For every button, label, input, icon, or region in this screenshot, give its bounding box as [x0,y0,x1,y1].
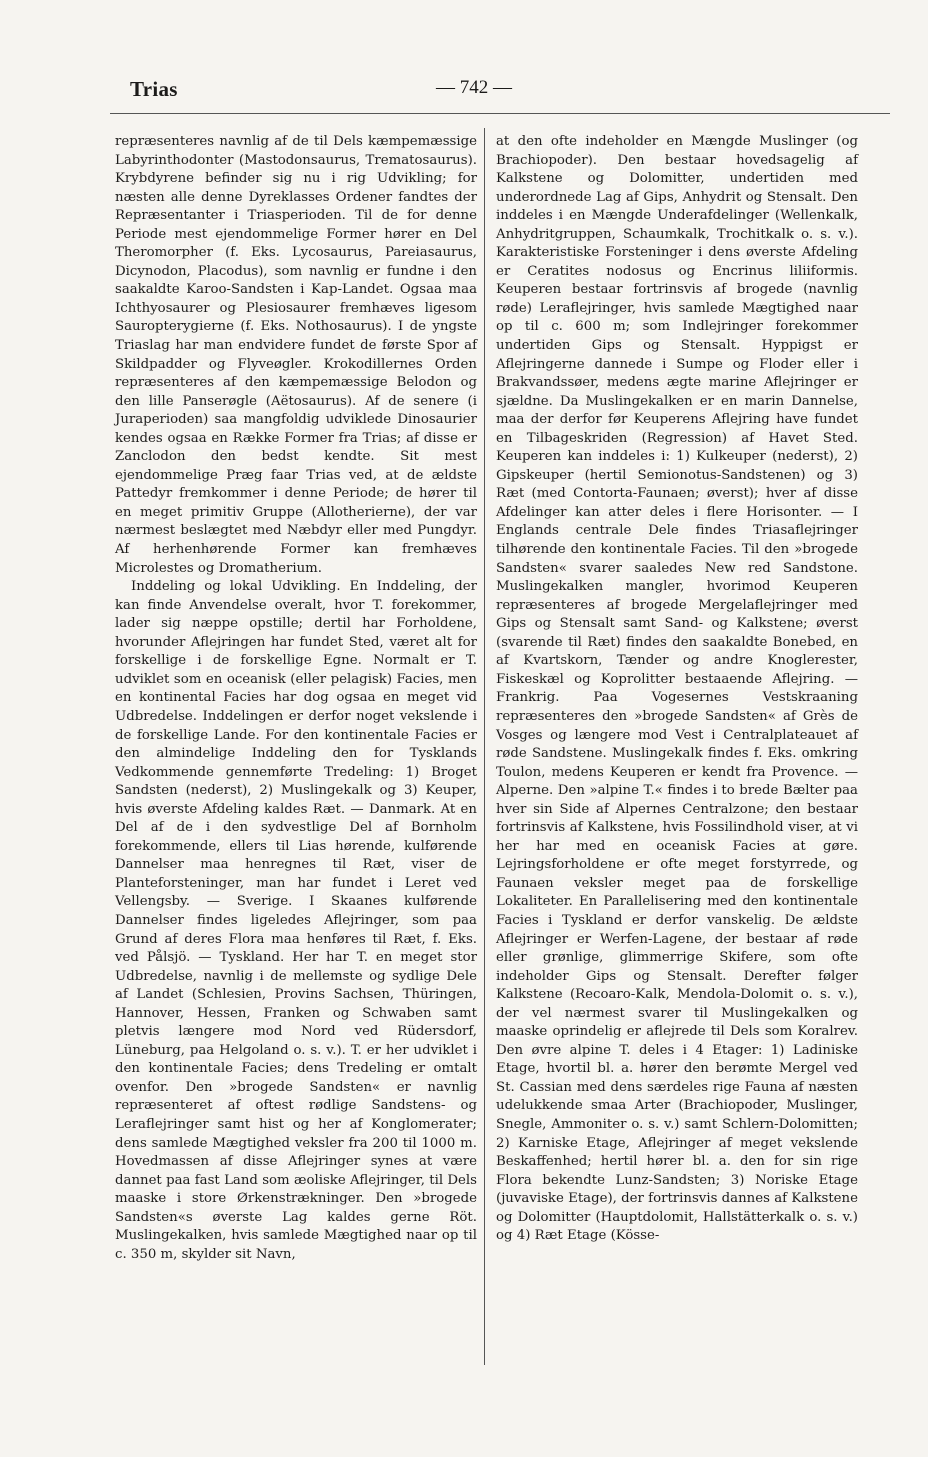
paragraph: Inddeling og lokal Udvikling. En Inddeling, der kan finde Anvendelse overalt, hvor T. forekommer, lader sig næppe opstille; dertil har Forholdene, hvorunder Aflejringen har fundet Sted, været alt for forskellige i de forskellige Egne. Normalt er T. udviklet som en oceanisk (eller pelagisk) Facies, men en kontinental Facies har dog ogsaa en meget vid Udbredelse. Inddelingen er derfor noget vekslende i de forskellige Lande. For den kontinentale Facies er den almindelige Inddeling den for Tysklands Vedkommende gennemførte Tredeling: 1) Broget Sandsten (nederst), 2) Muslingekalk og 3) Keuper, hvis øverste Afdeling kaldes Ræt. — Danmark. At en Del af de i den sydvestlige Del af Bornholm forekommende, ellers til Lias hørende, kulførende Dannelser maa henregnes til Ræt, viser de Planteforsteninger, man har fundet i Leret ved Vellengsby. — Sverige. I Skaanes kulførende Dannelser findes ligeledes Aflejringer, som paa Grund af deres Flora maa henføres til Ræt, f. Eks. ved Pålsjö. — Tyskland. Her har T. en meget stor Udbredelse, navnlig i de mellemste og sydlige Dele af Landet (Schlesien, Provins Sachsen, Thüringen, Hannover, Hessen, Franken og Schwaben samt pletvis længere mod Nord ved Rüdersdorf, Lüneburg, paa Helgoland o. s. v.). T. er her udviklet i den kontinentale Facies; dens Tredeling er omtalt ovenfor. Den »brogede Sandsten« er navnlig repræsenteret af oftest rødlige Sandstens- og Leraflejringer samt hist og her af Konglomerater; dens samlede Mægtighed veksler fra 200 til 1000 m. Hovedmassen af disse Aflejringer synes at være dannet paa fast Land som æoliske Aflejringer, til Dels maaske i store Ørkenstrækninger. Den »brogede Sandsten«s øverste Lag kaldes gerne Röt. Muslingekalken, hvis samlede Mægtighed naar op til c. 350 m, skylder sit Navn, [115,579,477,1262]
page-number: — 742 — [436,77,512,98]
left-column [115,133,477,1264]
section-title: Trias [130,77,178,101]
column-divider [484,128,485,1365]
paragraph: at den ofte indeholder en Mængde Muslinger (og Brachiopoder). Den bestaar hovedsagelig af Kalkstene og Dolomitter, undertiden med underordnede Lag af Gips, Anhydrit og Stensalt. Den inddeles i en Mængde Underafdelinger (Wellenkalk, Anhydritgruppen, Schaumkalk, Trochitkalk o. s. v.). Karakteristiske Forsteninger i dens øverste Afdeling er Ceratites nodosus og Encrinus liliiformis. Keuperen bestaar fortrinsvis af brogede (navnlig røde) Leraflejringer, hvis samlede Mægtighed naar op til c. 600 m; som Indlejringer forekommer undertiden Gips og Stensalt. Hyppigst er Aflejringerne dannede i Sumpe og Floder eller i Brakvandssøer, medens ægte marine Aflejringer er sjældne. Da Muslingekalken er en marin Dannelse, maa der derfor før Keuperens Aflejring have fundet en Tilbageskriden (Regression) af Havet Sted. Keuperen kan inddeles i: 1) Kulkeuper (nederst), 2) Gipskeuper (hertil Semionotus-Sandstenen) og 3) Ræt (med Contorta-Faunaen; øverst); hver af disse Afdelinger kan atter deles i flere Horisonter. — I Englands centrale Dele findes Triasaflejringer tilhørende den kontinentale Facies. Til den »brogede Sandsten« svarer saaledes New red Sandstone. Muslingekalken mangler, hvorimod Keuperen repræsenteres af brogede Mergelaflejringer med Gips og Stensalt samt Sand- og Kalkstene; øverst (svarende til Ræt) findes den saakaldte Bonebed, en af Kvartskorn, Tænder og andre Knoglerester, Fiskeskæl og Koprolitter bestaaende Aflejring. — Frankrig. Paa Vogesernes Vestskraaning repræsenteres den »brogede Sandsten« af Grès de Vosges og længere mod Vest i Centralplateauet af røde Sandstene. Muslingekalk findes f. Eks. omkring Toulon, medens Keuperen er kendt fra Provence. — Alperne. Den »alpine T.« findes i to brede Bælter paa hver sin Side af Alpernes Centralzone; den bestaar fortrinsvis af Kalkstene, hvis Fossilindhold viser, at vi her har med en oceanisk Facies at gøre. Lejringsforholdene er ofte meget forstyrrede, og Faunaen veksler meget paa de forskellige Lokaliteter. En Parallelisering med den kontinentale Facies i Tyskland er derfor vanskelig. De ældste Aflejringer er Werfen-Lagene, der bestaar af røde eller grønlige, glimmerrige Skifere, som ofte indeholder Gips og Stensalt. Derefter følger Kalkstene (Recoaro-Kalk, Mendola-Dolomit o. s. v.), der vel nærmest svarer til Muslingekalken og maaske oprindelig er aflejrede til Dels som Koralrev. Den øvre alpine T. deles i 4 Etager: 1) Ladiniske Etage, hvortil bl. a. hører den berømte Mergel ved St. Cassian med dens særdeles rige Fauna af næsten udelukkende smaa Arter (Brachiopoder, Muslinger, Snegle, Ammoniter o. s. v.) samt Schlern-Dolomitten; 2) Karniske Etage, Aflejringer af meget vekslende Beskaffenhed; hertil hører bl. a. den for sin rige Flora bekendte Lunz-Sandsten; 3) Noriske Etage (juvaviske Etage), der fortrinsvis dannes af Kalkstene og Dolomitter (Hauptdolomit, Hallstätterkalk o. s. v.) og 4) Ræt Etage (Kösse- [496,134,858,1244]
paragraph: repræsenteres navnlig af de til Dels kæmpemæssige Labyrinthodonter (Mastodonsaurus, Trematosaurus). Krybdyrene befinder sig nu i rig Udvikling; for næsten alle denne Dyreklasses Ordener fandtes der Repræsentanter i Triasperioden. Til de for denne Periode mest ejendommelige Former hører en Del Theromorpher (f. Eks. Lycosaurus, Pareiasaurus, Dicynodon, Placodus), som navnlig er fundne i den saakaldte Karoo-Sandsten i Kap-Landet. Ogsaa maa Ichthyosaurer og Plesiosaurer fremhæves ligesom Sauropterygierne (f. Eks. Nothosaurus). I de yngste Triaslag har man endvidere fundet de første Spor af Skildpadder og Flyveøgler. Krokodillernes Orden repræsenteres af den kæmpemæssige Belodon og den lille Panserøgle (Aëtosaurus). Af de senere (i Juraperioden) saa mangfoldig udviklede Dinosaurier kendes ogsaa en Række Former fra Trias; af disse er Zanclodon den bedst kendte. Sit mest ejendommelige Præg faar Trias ved, at de ældste Pattedyr fremkommer i denne Periode; de hører til en meget primitiv Gruppe (Allotherierne), der var nærmest beslægtet med Næbdyr eller med Pungdyr. Af herhenhørende Former kan fremhæves Microlestes og Dromatherium. [115,134,477,576]
running-header [110,64,890,110]
header-rule [110,113,890,114]
right-column [496,133,858,1246]
